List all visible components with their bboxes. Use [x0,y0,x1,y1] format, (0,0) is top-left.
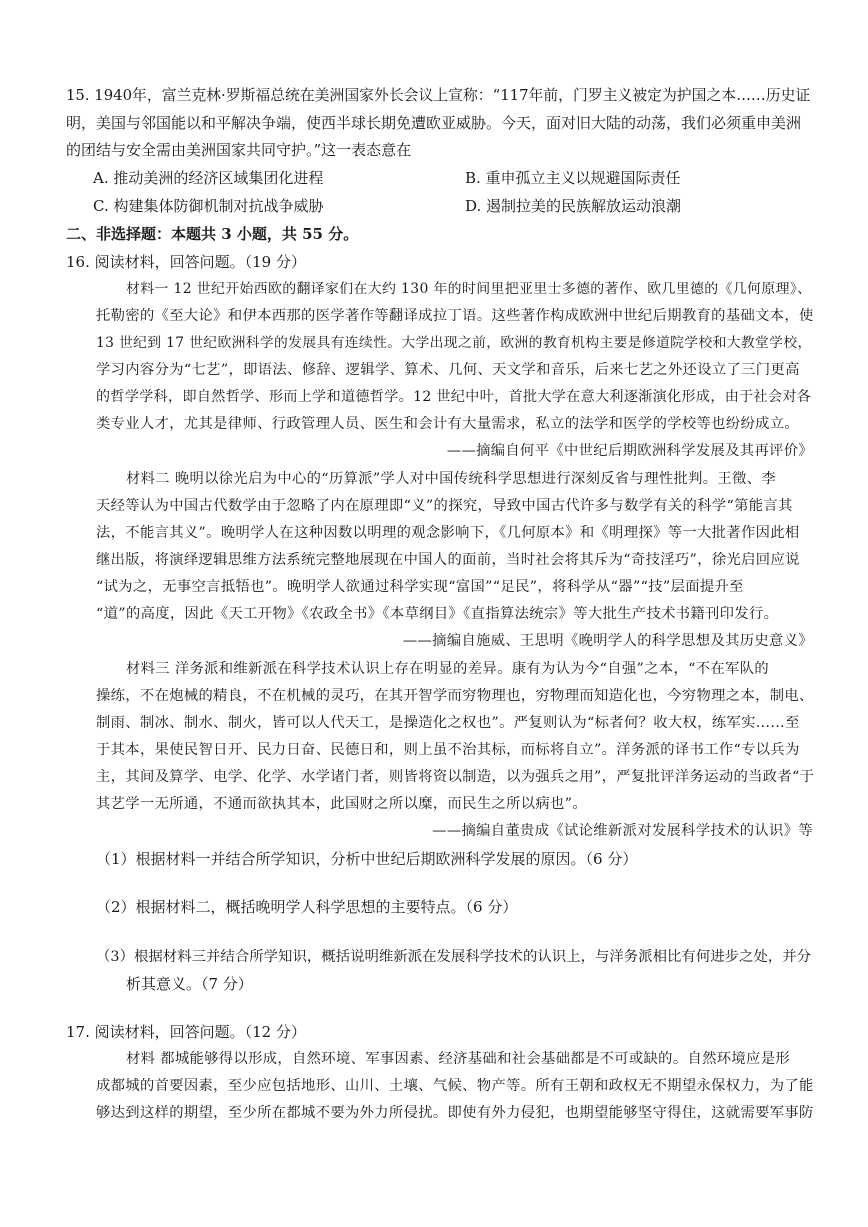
q16-material3-line: 操练，不在炮械的精良，不在机械的灵巧，在其开智学而穷物理也，穷物理而知造化也，今穷物理之本，制电、 [96,688,814,704]
q16-subquestion-2: （2）根据材料二，概括晚明学人科学思想的主要特点。（6 分） [96,898,518,916]
q16-material1-line: 的哲学学科，即自然哲学、形而上学和道德哲学。12 世纪中叶，首批大学在意大利逐渐演化形成，由于社会对各 [96,389,812,405]
q16-header: 16. 阅读材料，回答问题。（19 分） [66,253,306,271]
q15-option-c: C. 构建集体防御机制对抗战争威胁 [93,197,324,215]
q16-material1-line: 13 世纪到 17 世纪欧洲科学的发展具有连续性。大学出现之前，欧洲的教育机构主要是修道院学校和大教堂学校， [96,335,812,351]
q15-stem-line: 的团结与安全需由美洲国家共同守护。”这一表态意在 [66,141,412,159]
q15-option-d: D. 遏制拉美的民族解放运动浪潮 [465,197,682,215]
q15-stem-line: 15. 1940年，富兰克林·罗斯福总统在美洲国家外长会议上宣称：“117年前，门罗主义被定为护国之本……历史证 [66,87,811,104]
q16-subquestion-1: （1）根据材料一并结合所学知识，分析中世纪后期欧洲科学发展的原因。（6 分） [96,850,638,868]
q16-material1-line: 材料一 12 世纪开始西欧的翻译家们在大约 130 年的时间里把亚里士多德的著作、欧几里德的《几何原理》、 [126,281,812,297]
q15-option-a: A. 推动美洲的经济区域集团化进程 [93,169,324,187]
q16-material1-line: 托勒密的《至大论》和伊本西那的医学著作等翻译成拉丁语。这些著作构成欧洲中世纪后期教育的基础文本，使 [96,308,814,324]
section-heading: 二、非选择题：本题共 3 小题，共 55 分。 [66,225,359,243]
q16-material1-line: 类专业人才，尤其是律师、行政管理人员、医生和会计有大量需求，私立的法学和医学的学校等也纷纷成立。 [96,416,800,432]
q16-subquestion-3: （3）根据材料三并结合所学知识，概括说明维新派在发展科学技术的认识上，与洋务派相比有何进步之处，并分 [96,949,812,965]
q15-option-b: B. 重申孤立主义以规避国际责任 [465,169,681,187]
q15-stem-line: 明，美国与邻国能以和平解决争端，使西半球长期免遭欧亚威胁。今天，面对旧大陆的动荡，我们必须重申美洲 [66,114,802,132]
q16-material3-line: 制雨、制冰、制水、制火，皆可以人代天工，是操造化之权也”。严复则认为“标者何？收大权，练军实……至 [96,715,800,731]
q16-material2-line: 法，不能言其义”。晚明学人在这种因数以明理的观念影响下，《几何原本》和《明理探》等一大批著作因此相 [96,525,800,541]
q17-material-line: 成都城的首要因素，至少应包括地形、山川、土壤、气候、物产等。所有王朝和政权无不期望永保权力，为了能 [96,1078,814,1094]
q16-material3-line: 主，其间及算学、电学、化学、水学诸门者，则皆将资以制造，以为强兵之用”，严复批评洋务运动的当政者“于 [96,769,815,785]
q16-material2-line: 材料二 晚明以徐光启为中心的“历算派”学人对中国传统科学思想进行深刻反省与理性批判。王徵、李 [126,471,777,487]
q16-material1-line: 学习内容分为“七艺”，即语法、修辞、逻辑学、算术、几何、天文学和音乐，后来七艺之外还设立了三门更高 [96,362,800,378]
q16-material2-line: 继出版，将演绎逻辑思维方法系统完整地展现在中国人的面前，当时社会将其斥为“奇技淫巧”，徐光启回应说 [96,552,800,568]
q16-material3-line: 材料三 洋务派和维新派在科学技术认识上存在明显的差异。康有为认为今“自强”之本，“不在军队的 [126,661,770,677]
q16-material3-line: 其艺学一无所通，不通而欲执其本，此国财之所以糜，而民生之所以病也”。 [96,796,588,812]
q17-material-line: 够达到这样的期望，至少所在都城不要为外力所侵扰。即使有外力侵犯，也期望能够坚守得住，这就需要军事防 [96,1105,814,1121]
q16-material1-source: ——摘编自何平《中世纪后期欧洲科学发展及其再评价》 [446,443,813,459]
q16-material2-line: “道”的高度，因此《天工开物》《农政全书》《本草纲目》《直指算法统宗》等大批生产技术书籍刊印发行。 [96,606,779,622]
q17-header: 17. 阅读材料，回答问题。（12 分） [66,1023,306,1041]
q17-material-line: 材料 都城能够得以形成，自然环境、军事因素、经济基础和社会基础都是不可或缺的。自然环境应是形 [126,1051,790,1067]
q16-subquestion-3-cont: 析其意义。（7 分） [126,975,253,993]
q16-material3-source: ——摘编自董贵成《试论维新派对发展科学技术的认识》等 [432,823,813,839]
q16-material3-line: 于其本，果使民智日开、民力日奋、民德日和，则上虽不治其标，而标将自立”。洋务派的译书工作“专以兵为 [96,742,800,758]
q16-material2-line: 天经等认为中国古代数学由于忽略了内在原理即“义”的探究，导致中国古代许多与数学有关的科学“第能言其 [96,498,793,514]
q16-material2-source: ——摘编自施威、王思明《晚明学人的科学思想及其历史意义》 [402,633,813,649]
q16-material2-line: “试为之，无事空言抵牾也”。晚明学人欲通过科学实现“富国”“足民”，将科学从“器”“技”层面提升至 [96,579,744,595]
